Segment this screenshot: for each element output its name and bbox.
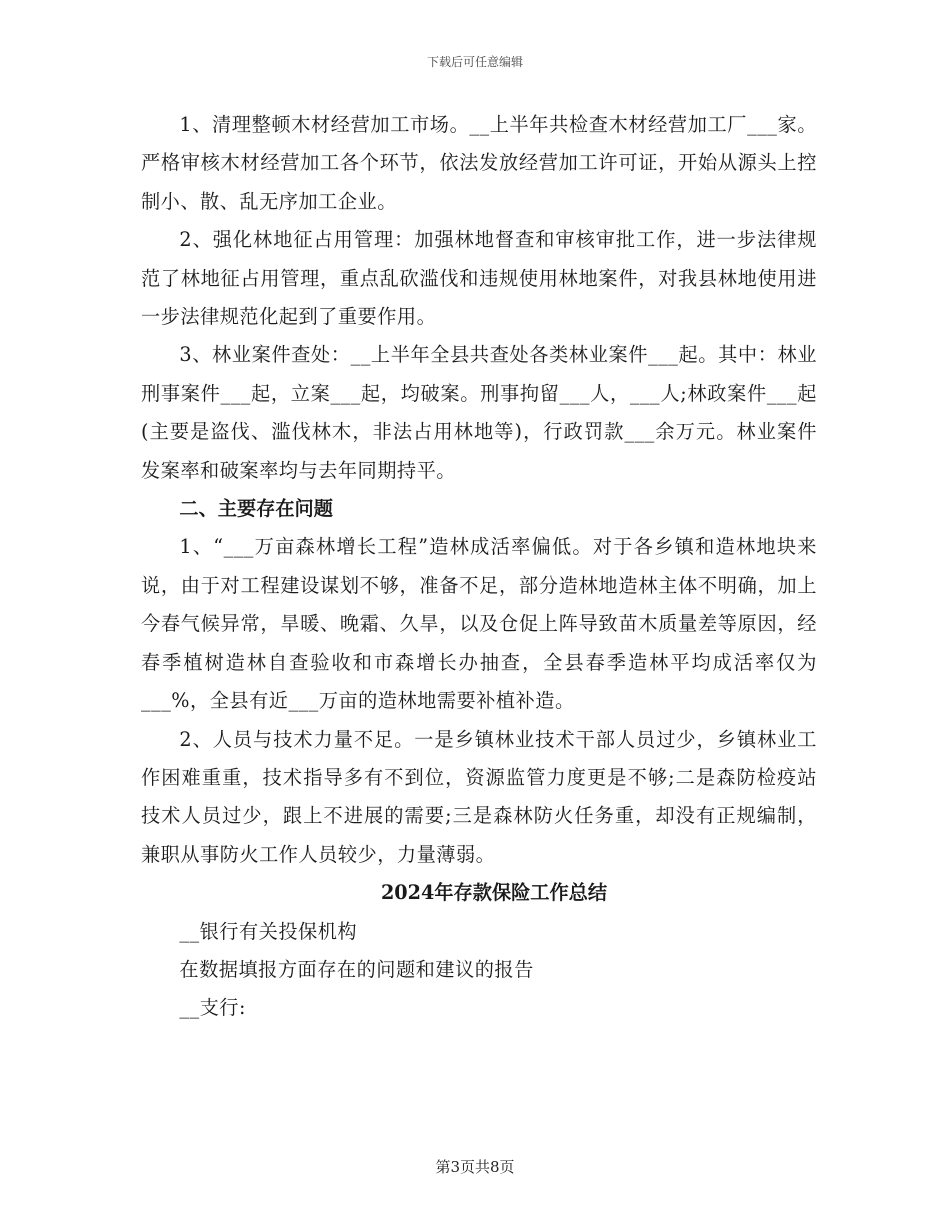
line-branch: __支行: <box>179 996 246 1020</box>
paragraph-timber-market: 1、清理整顿木材经营加工市场。__上半年共检查木材经营加工厂___家。严格审核木材经营加工各个环节，依法发放经营加工许可证，开始从源头上控制小、散、乱无序加工企业。 <box>141 113 817 213</box>
line-recipient: __银行有关投保机构 <box>179 919 358 943</box>
document-body <box>141 106 817 1028</box>
paragraph-survival-rate: 1、“___万亩森林增长工程”造林成活率偏低。对于各乡镇和造林地块来说，由于对工程建设谋划不够，准备不足，部分造林地造林主体不明确，加上今春气候异常，旱暖、晚霜、久旱，以及仓促上阵导致苗木质量差等原因，经春季植树造林自查验收和市森增长办抽查，全县春季造林平均成活率仅为___%，全县有近___万亩的造林地需要补植补造。 <box>141 535 817 713</box>
page-footer: 第3页共8页 <box>435 1158 515 1176</box>
page-header: 下载后可任意编辑 <box>426 55 523 69</box>
paragraph-forest-land: 2、强化林地征占用管理：加强林地督查和审核审批工作，进一步法律规范了林地征占用管理，重点乱砍滥伐和违规使用林地案件，对我县林地使用进一步法律规范化起到了重要作用。 <box>141 228 817 329</box>
line-report-subject: 在数据填报方面存在的问题和建议的报告 <box>179 957 534 981</box>
section-heading: 二、主要存在问题 <box>179 497 333 521</box>
document-title: 2024年存款保险工作总结 <box>380 881 608 905</box>
paragraph-staff-shortage: 2、人员与技术力量不足。一是乡镇林业技术干部人员过少，乡镇林业工作困难重重，技术指导多有不到位，资源监管力度更是不够;二是森防检疫站技术人员过少，跟上不进展的需要;三是森林防火任务重，却没有正规编制，兼职从事防火工作人员较少，力量薄弱。 <box>141 727 817 866</box>
paragraph-forestry-cases: 3、林业案件查处：__上半年全县共查处各类林业案件___起。其中：林业刑事案件___起，立案___起，均破案。刑事拘留___人，___人;林政案件___起(主要是盗伐、滥伐林木，非法占用林地等)，行政罚款___余万元。林业案件发案率和破案率均与去年同期持平。 <box>141 343 817 482</box>
